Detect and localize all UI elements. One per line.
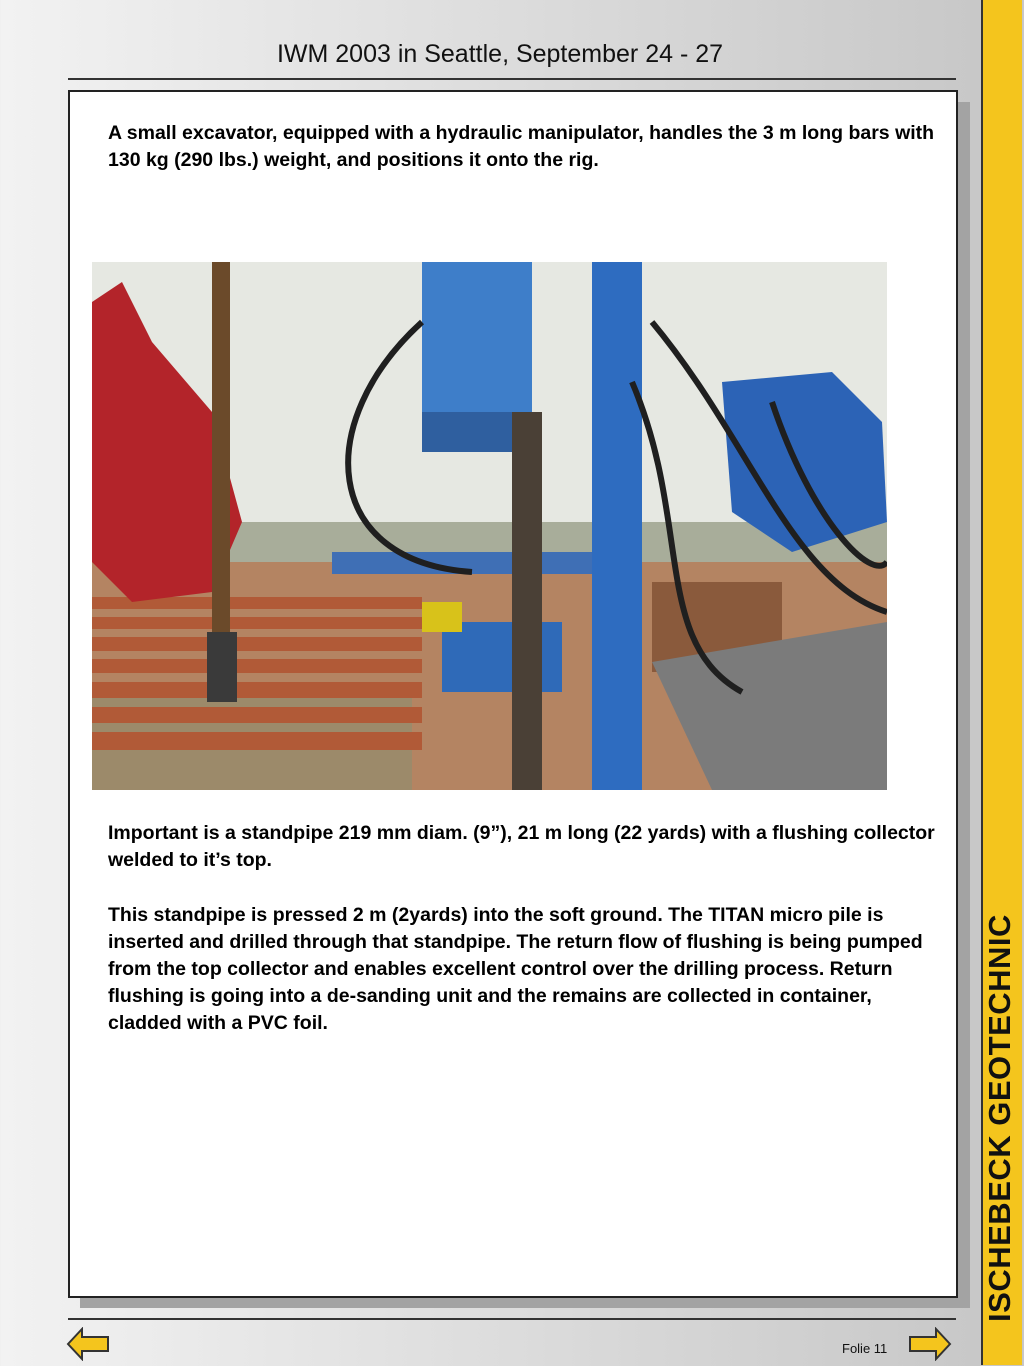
page-title: IWM 2003 in Seattle, September 24 - 27 [276,40,724,68]
arrow-left-icon [66,1327,110,1361]
intro-text: A small excavator, equipped with a hydraulic manipulator, handles the 3 m long bars with 130 kg (290 lbs.) weight, and positions it onto the rig. [108,122,935,171]
header-divider [68,78,956,80]
flushing-paragraph: This standpipe is pressed 2 m (2yards) into the soft ground. The TITAN micro pile is inserted and drilled through that standpipe. The return flow of flushing is being pumped from the top collector and enables excellent control over the drilling process. Return flushing is going into a de-sanding unit and the remains are collected in container, cladded with a PVC foil. [108,904,923,1034]
next-slide-button[interactable] [908,1327,952,1361]
footer-divider [68,1318,956,1320]
content-panel [68,90,958,1298]
previous-slide-button[interactable] [66,1327,110,1361]
brand-name: ISCHEBECK GEOTECHNIC [982,914,1017,1322]
slide-number: Folie 11 [842,1341,888,1356]
arrow-right-icon [908,1327,952,1361]
standpipe-paragraph: Important is a standpipe 219 mm diam. (9”), 21 m long (22 yards) with a flushing collector welded to it’s top. [108,822,935,871]
drilling-rig-photo [92,262,887,790]
